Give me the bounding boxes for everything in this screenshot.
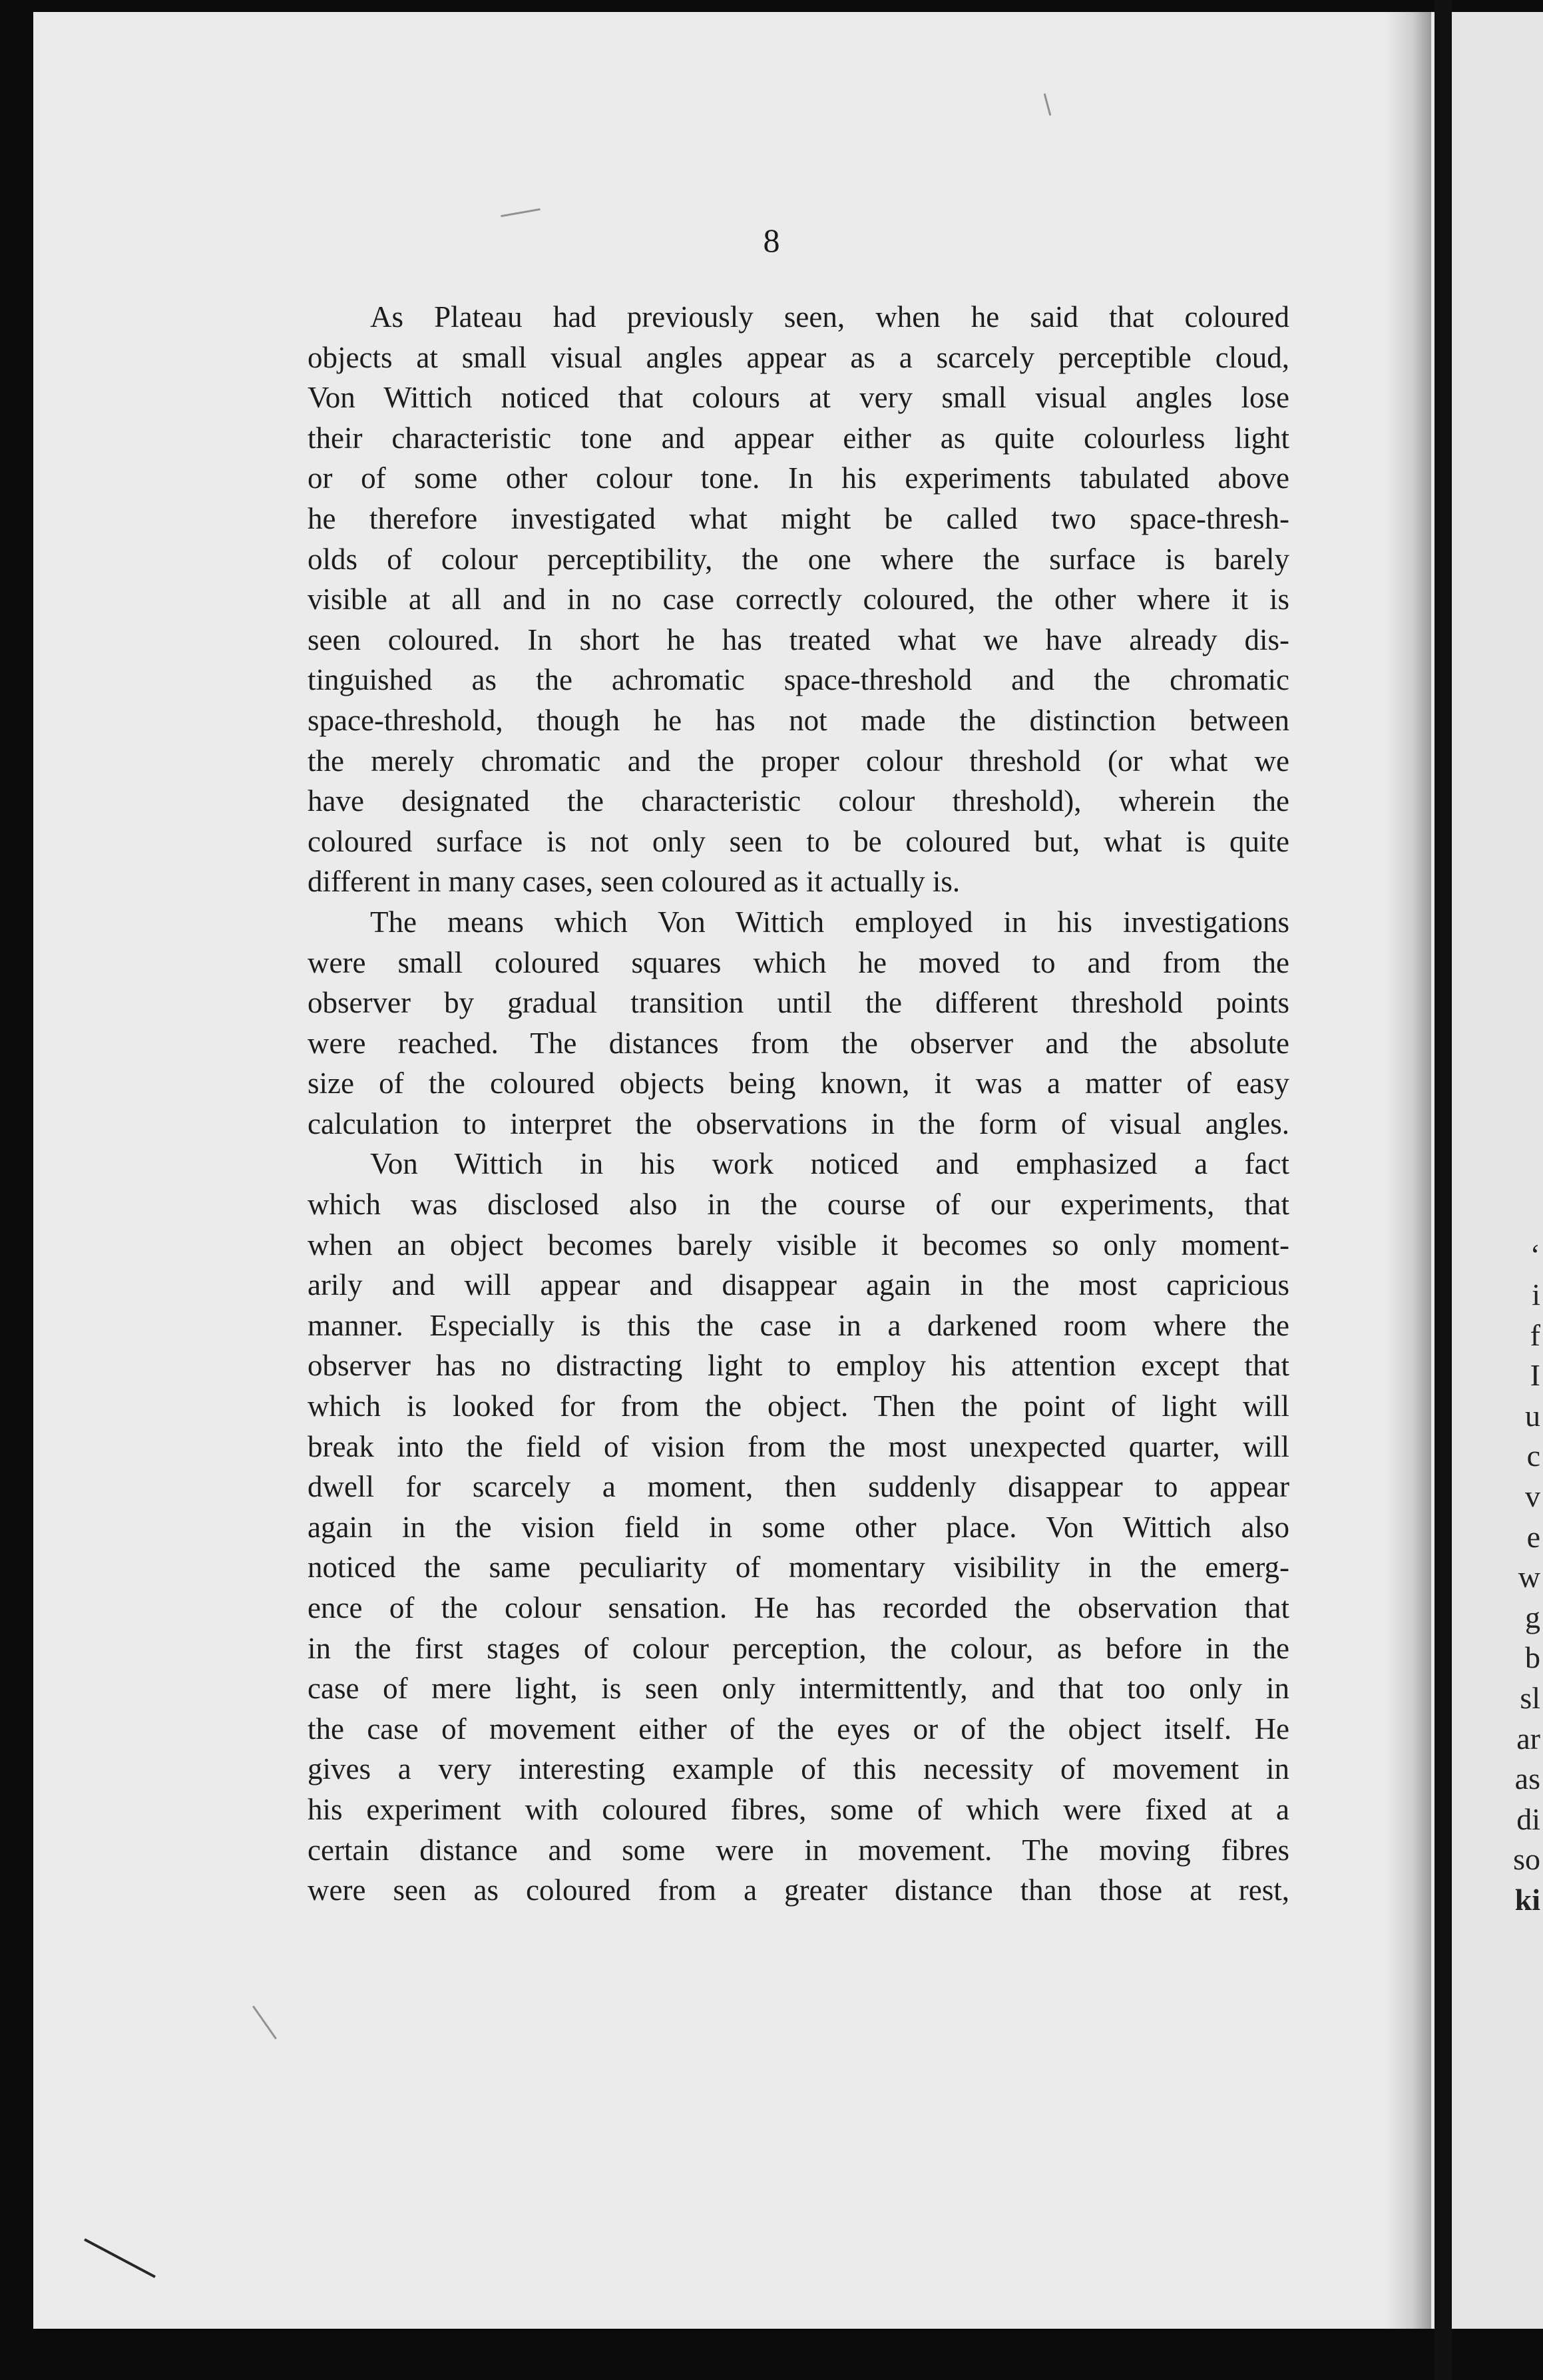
text-line: manner. Especially is this the case in a darkened room where the: [308, 1308, 1289, 1342]
text-line: seen coloured. In short he has treated what we have already dis-: [308, 622, 1289, 656]
page-number: 8: [763, 222, 780, 259]
text-line: tinguished as the achromatic space-threshold and the chromatic: [308, 663, 1289, 697]
bleed-fragment: ar: [1516, 1722, 1540, 1756]
text-line: when an object becomes barely visible it becomes so only moment-: [308, 1228, 1289, 1262]
text-line: were seen as coloured from a greater distance than those at rest,: [308, 1873, 1289, 1907]
text-line: olds of colour perceptibility, the one where the surface is barely: [308, 542, 1289, 576]
text-line: were reached. The distances from the observer and the absolute: [308, 1026, 1289, 1060]
text-line: size of the coloured objects being known, it was a matter of easy: [308, 1067, 1289, 1100]
page-gutter-shadow: [1385, 12, 1431, 2329]
bleed-fragment: I: [1530, 1358, 1540, 1392]
text-line: calculation to interpret the observations in the form of visual angles.: [308, 1106, 1289, 1140]
bleed-fragment: ‘: [1530, 1238, 1540, 1272]
text-line: gives a very interesting example of this necessity of movement in: [308, 1752, 1289, 1786]
bleed-fragment: v: [1525, 1479, 1540, 1513]
bleed-fragment: c: [1526, 1439, 1540, 1473]
text-line: were small coloured squares which he moved to and from the: [308, 945, 1289, 979]
text-line: observer by gradual transition until the different threshold points: [308, 986, 1289, 1020]
text-line: his experiment with coloured fibres, some of which were fixed at a: [308, 1792, 1289, 1826]
text-line: the case of movement either of the eyes or of the object itself. He: [308, 1712, 1289, 1746]
bleed-fragment: f: [1530, 1318, 1540, 1352]
bleed-fragment: u: [1525, 1399, 1540, 1433]
text-line: in the first stages of colour perception, the colour, as before in the: [308, 1631, 1289, 1665]
text-line: dwell for scarcely a moment, then suddenly disappear to appear: [308, 1470, 1289, 1504]
bleed-fragment: so: [1513, 1842, 1540, 1876]
text-line: break into the field of vision from the most unexpected quarter, will: [308, 1429, 1289, 1463]
bleed-fragment: di: [1516, 1802, 1540, 1836]
text-line: which was disclosed also in the course of our experiments, that: [308, 1188, 1289, 1222]
adjacent-page-edge: [1452, 12, 1543, 2329]
bleed-fragment: as: [1514, 1762, 1540, 1795]
bleed-fragment: sl: [1520, 1681, 1540, 1715]
body-text: [308, 297, 1289, 1911]
bleed-fragment: e: [1526, 1520, 1540, 1554]
text-line: their characteristic tone and appear either as quite colourless light: [308, 421, 1289, 455]
text-line: noticed the same peculiarity of momentary visibility in the emerg-: [308, 1550, 1289, 1584]
bleed-fragment: b: [1525, 1640, 1540, 1674]
text-line: again in the vision field in some other place. Von Wittich also: [308, 1510, 1289, 1544]
book-gutter: [1434, 0, 1452, 2380]
text-line: visible at all and in no case correctly coloured, the other where it is: [308, 583, 1289, 616]
text-line: Von Wittich noticed that colours at very small visual angles lose: [308, 381, 1289, 415]
text-line: coloured surface is not only seen to be coloured but, what is quite: [308, 824, 1289, 858]
text-line: he therefore investigated what might be called two space-thresh-: [308, 501, 1289, 535]
bleed-fragment: ki: [1514, 1883, 1540, 1917]
text-line: space-threshold, though he has not made the distinction between: [308, 703, 1289, 737]
bleed-fragment: i: [1532, 1278, 1540, 1311]
paragraph: [308, 902, 1289, 1144]
text-line: observer has no distracting light to employ his attention except that: [308, 1349, 1289, 1383]
text-line: The means which Von Wittich employed in his investigations: [370, 905, 1289, 939]
text-line: case of mere light, is seen only intermittently, and that too only in: [308, 1672, 1289, 1706]
text-line: have designated the characteristic colour threshold), wherein the: [308, 784, 1289, 818]
bleed-fragment: g: [1525, 1600, 1540, 1634]
text-line: As Plateau had previously seen, when he said that coloured: [370, 300, 1289, 334]
bleed-fragment: w: [1518, 1560, 1540, 1594]
text-line: ence of the colour sensation. He has recorded the observation that: [308, 1591, 1289, 1624]
text-line: objects at small visual angles appear as a scarcely perceptible cloud,: [308, 340, 1289, 374]
text-line: the merely chromatic and the proper colour threshold (or what we: [308, 744, 1289, 778]
text-line: certain distance and some were in movement. The moving fibres: [308, 1833, 1289, 1867]
text-line: or of some other colour tone. In his experiments tabulated above: [308, 461, 1289, 495]
text-line: arily and will appear and disappear again in the most capricious: [308, 1268, 1289, 1302]
text-line: Von Wittich in his work noticed and emphasized a fact: [370, 1147, 1289, 1181]
text-line: which is looked for from the object. Then the point of light will: [308, 1389, 1289, 1423]
paragraph: [308, 297, 1289, 902]
text-line: different in many cases, seen coloured as it actually is.: [308, 865, 961, 899]
paragraph: [308, 1144, 1289, 1910]
